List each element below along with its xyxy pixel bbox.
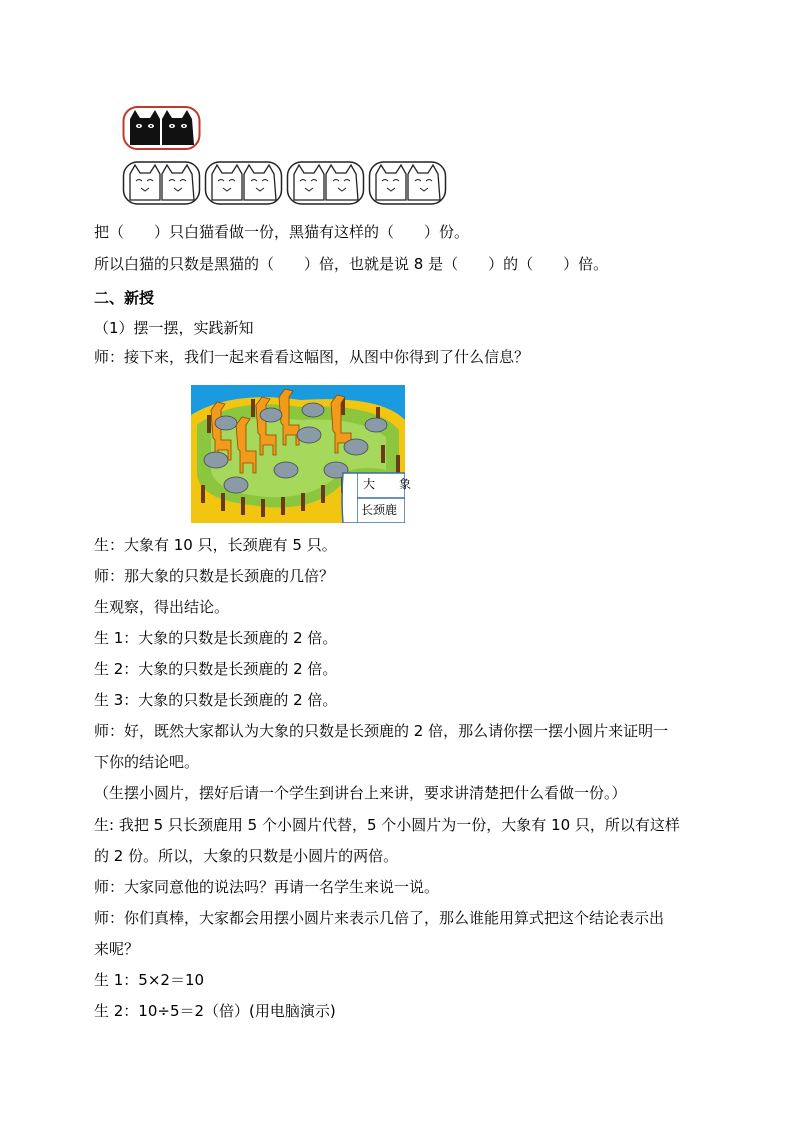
text-line: 生 2：10÷5＝2（倍）(用电脑演示) (94, 1002, 336, 1020)
text-line: 的 2 份。所以，大象的只数是小圆片的两倍。 (94, 847, 399, 865)
section-heading: 二、新授 (94, 289, 155, 307)
text-line: 师：好，既然大家都认为大象的只数是长颈鹿的 2 倍，那么请你摆一摆小圆片来证明一 (94, 722, 669, 740)
section-subheading: （1）摆一摆，实践新知 (94, 319, 254, 337)
text-line: 来呢？ (94, 940, 140, 958)
text-line: 生 1：大象的只数是长颈鹿的 2 倍。 (94, 629, 338, 647)
text-line: 生: 我把 5 只长颈鹿用 5 个小圆片代替，5 个小圆片为一份，大象有 10 只，所以有这样 (94, 816, 680, 834)
intro-line-2: 所以白猫的只数是黑猫的（ ）倍，也就是说 8 是（ ）的（ ）倍。 (94, 255, 609, 273)
text-line: 师：你们真棒，大家都会用摆小圆片来表示几倍了，那么谁能用算式把这个结论表示出 (94, 909, 665, 927)
text-line: 生 3：大象的只数是长颈鹿的 2 倍。 (94, 691, 338, 709)
text-line: 师：接下来，我们一起来看看这幅图，从图中你得到了什么信息？ (94, 348, 530, 366)
white-cats-group (122, 160, 202, 206)
black-cats-group (122, 105, 202, 151)
white-cats-group (204, 160, 284, 206)
white-cats-group (368, 160, 448, 206)
legend-giraffe-label: 长颈鹿 (361, 503, 398, 517)
text-line: 下你的结论吧。 (94, 753, 200, 771)
intro-line-1: 把（ ）只白猫看做一份，黑猫有这样的（ ）份。 (94, 223, 470, 241)
text-line: 师：那大象的只数是长颈鹿的几倍？ (94, 567, 335, 585)
white-cats-group (286, 160, 366, 206)
text-line: 生 1：5×2＝10 (94, 971, 205, 989)
text-line: 师：大家同意他的说法吗？再请一名学生来说一说。 (94, 878, 440, 896)
legend-elephant-label: 大 象 (363, 477, 412, 491)
zoo-illustration (191, 385, 412, 523)
text-line: （生摆小圆片，摆好后请一个学生到讲台上来讲，要求讲清楚把什么看做一份。） (94, 784, 627, 802)
text-line: 生：大象有 10 只，长颈鹿有 5 只。 (94, 536, 337, 554)
text-line: 生 2：大象的只数是长颈鹿的 2 倍。 (94, 660, 338, 678)
text-line: 生观察，得出结论。 (94, 598, 230, 616)
